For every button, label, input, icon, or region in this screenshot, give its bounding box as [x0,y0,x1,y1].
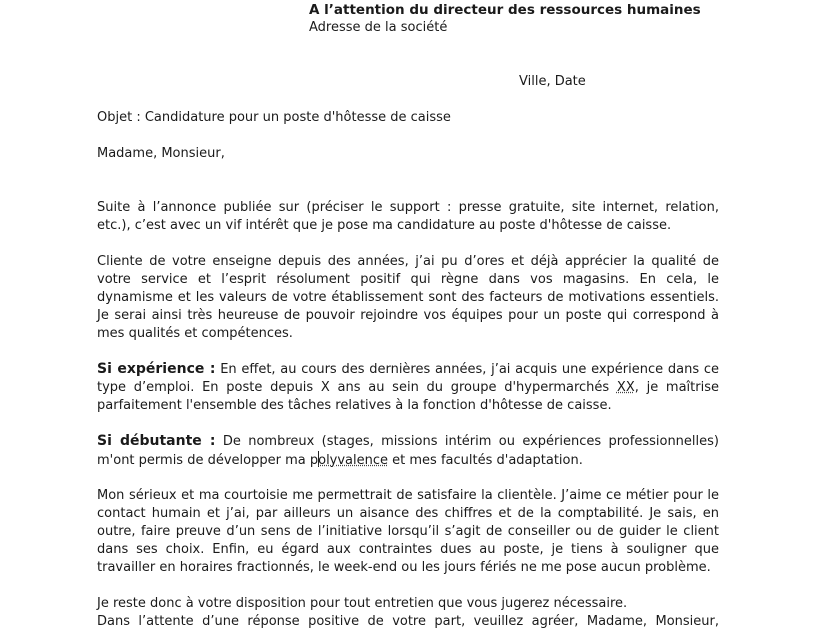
paragraph-line: Suite à l’annonce publiée sur (préciser le support : presse gratuite, site internet, relation, [97,200,719,215]
paragraph-line: votre service et l’esprit résolument positif qui règne dans vos magasins. En cela, le [97,272,719,287]
spellcheck-marked-word: XX [616,380,635,395]
beginner-text: m'ont permis de développer ma [97,453,310,468]
beginner-text: et mes facultés d'adaptation. [388,453,583,468]
paragraph-line: Mon sérieux et ma courtoisie me permettrait de satisfaire la clientèle. J’aime ce métier pour le [97,488,719,503]
experience-text: En effet, au cours des dernières années, j’ai acquis une expérience dans ce [215,362,719,377]
paragraph-line: Dans l’attente d’une réponse positive de votre part, veuillez agréer, Madame, Monsieur, [97,614,719,629]
spellcheck-marked-word: olyvalence [318,453,389,468]
paragraph-line: etc.), c’est avec un vif intérêt que je pose ma candidature au poste d'hôtesse de caisse. [97,218,672,233]
paragraph-line: mes qualités et compétences. [97,326,293,341]
paragraph-line: travailler en horaires fractionnés, le week-end ou les jours fériés ne me pose aucun problème. [97,560,711,575]
paragraph-line [97,379,719,397]
paragraph-line: Je reste donc à votre disposition pour tout entretien que vous jugerez nécessaire. [97,596,628,611]
paragraph-line: dans ses choix. Enfin, eu égard aux contraintes dues au poste, je tiens à souligner que [97,542,719,557]
experience-label: Si expérience : [97,361,216,377]
place-date: Ville, Date [519,74,586,89]
paragraph-experience [97,360,719,415]
paragraph-line [97,360,719,379]
beginner-text: De nombreux (stages, missions intérim ou expériences professionnelles) [215,434,719,449]
beginner-text: p [309,453,319,468]
paragraph-line: Je serai ainsi très heureuse de pouvoir rejoindre vos équipes pour un poste qui correspond à [97,308,719,323]
paragraph-beginner [97,432,719,470]
experience-text: , je maîtrise [634,380,719,395]
beginner-label: Si débutante : [97,433,216,449]
experience-text: type d’emploi. En poste depuis X ans au sein du groupe d'hypermarchés [97,380,617,395]
paragraph-line [97,432,719,451]
recipient-title: A l’attention du directeur des ressources humaines [309,2,701,18]
paragraph-line: contact humain et j’ai, par ailleurs un aisance des chiffres et de la comptabilité. Je sais, en [97,506,719,521]
paragraph-line [97,451,719,470]
paragraph-line: outre, faire preuve d’un sens de l’initiative lorsqu’il s’agit de conseiller ou de guider le client [97,524,719,539]
recipient-address: Adresse de la société [309,20,448,35]
paragraph-line: Cliente de votre enseigne depuis des années, j’ai pu d’ores et déjà apprécier la qualité de [97,254,719,269]
paragraph-intro [97,199,719,235]
paragraph-line: dynamisme et les valeurs de votre établissement sont des facteurs de motivations essentiels. [97,290,719,305]
salutation: Madame, Monsieur, [97,146,225,161]
subject-line: Objet : Candidature pour un poste d'hôtesse de caisse [97,110,451,125]
paragraph-closing [97,595,719,631]
paragraph-line: parfaitement l'ensemble des tâches relatives à la fonction d'hôtesse de caisse. [97,398,612,413]
paragraph-motivation [97,253,719,343]
paragraph-qualities [97,487,719,577]
